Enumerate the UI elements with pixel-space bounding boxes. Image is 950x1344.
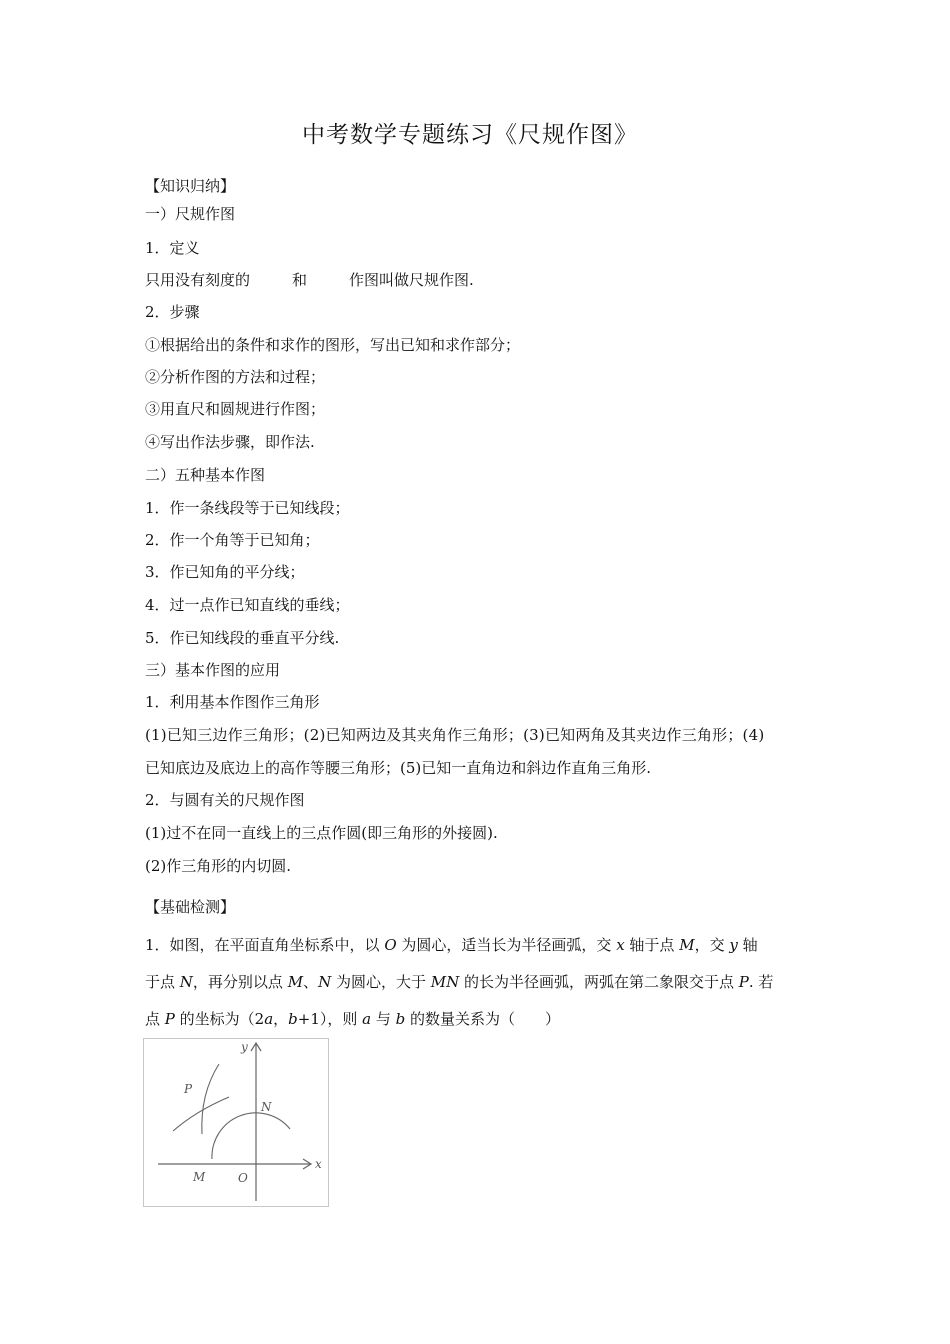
- label-y: y: [241, 1040, 248, 1054]
- q1-var-P: P: [164, 1010, 175, 1028]
- q1-text: 的长为半径画弧，两弧在第二象限交于点: [459, 973, 739, 991]
- q1-text: 的坐标为（2: [174, 1010, 265, 1028]
- q1-var-x: x: [616, 936, 625, 954]
- application-2-heading: 2．与圆有关的尺规作图: [145, 791, 305, 809]
- step-4: ④写出作法步骤，即作法.: [145, 433, 315, 451]
- basic-construction-3: 3．作已知角的平分线；: [145, 563, 305, 581]
- q1-text: ，: [273, 1010, 289, 1028]
- basic-construction-1: 1．作一条线段等于已知线段；: [145, 499, 350, 517]
- q1-var-N: N: [179, 973, 193, 991]
- q1-var-a: a: [264, 1010, 274, 1028]
- q1-var-O: O: [384, 936, 397, 954]
- q1-text: +1），则: [297, 1010, 363, 1028]
- q1-text: . 若: [748, 973, 774, 991]
- q1-text: 轴于点: [624, 936, 680, 954]
- question-1-line-2: [145, 972, 773, 992]
- label-x: x: [315, 1157, 322, 1171]
- q1-text: 点: [145, 1010, 165, 1028]
- application-1-heading: 1．利用基本作图作三角形: [145, 693, 320, 711]
- q1-var-M: M: [287, 973, 304, 991]
- basic-construction-5: 5．作已知线段的垂直平分线.: [145, 629, 340, 647]
- application-1-line-1: (1)已知三边作三角形；(2)已知两边及其夹角作三角形；(3)已知两角及其夹边作三角形；(4): [145, 726, 765, 744]
- section-1-2-heading: 2．步骤: [145, 303, 200, 321]
- question-1-figure: [143, 1038, 329, 1207]
- step-3: ③用直尺和圆规进行作图；: [145, 400, 326, 418]
- q1-var-N: N: [318, 973, 332, 991]
- definition-part-a: 只用没有刻度的: [145, 271, 251, 289]
- q1-text: 、: [303, 973, 319, 991]
- step-1: ①根据给出的条件和求作的图形，写出已知和求作部分；: [145, 336, 521, 354]
- arc-centered-M: [173, 1097, 229, 1131]
- definition-part-b: 和: [292, 271, 308, 289]
- section-1-1-heading: 1．定义: [145, 239, 200, 257]
- q1-text: 为圆心，适当长为半径画弧，交: [396, 936, 617, 954]
- q1-text: 1．如图，在平面直角坐标系中，以: [145, 936, 385, 954]
- arc-centered-N: [202, 1064, 219, 1134]
- application-2-item-2: (2)作三角形的内切圆.: [145, 857, 292, 875]
- arc-centered-O: [212, 1113, 290, 1159]
- definition-text: [145, 270, 474, 290]
- basic-construction-4: 4．过一点作已知直线的垂线；: [145, 596, 350, 614]
- question-1-line-1: [145, 935, 758, 955]
- q1-var-MN: MN: [430, 973, 460, 991]
- label-N: N: [261, 1100, 272, 1114]
- basic-check-header: 【基础检测】: [145, 898, 236, 916]
- page-title: 中考数学专题练习《尺规作图》: [302, 122, 638, 148]
- q1-text: 于点: [145, 973, 180, 991]
- q1-text: 的数量关系为（ ）: [405, 1010, 561, 1028]
- q1-var-M: M: [679, 936, 695, 954]
- coordinate-construction-diagram: [144, 1039, 330, 1208]
- q1-var-b: b: [288, 1010, 298, 1028]
- section-2-title: 二）五种基本作图: [145, 466, 266, 484]
- q1-var-P: P: [738, 973, 749, 991]
- knowledge-header: 【知识归纳】: [145, 177, 236, 195]
- application-2-item-1: (1)过不在同一直线上的三点作圆(即三角形的外接圆).: [145, 824, 498, 842]
- q1-text: ，再分别以点: [192, 973, 288, 991]
- q1-text: 为圆心，大于: [331, 973, 431, 991]
- label-M: M: [193, 1170, 206, 1184]
- question-1-line-3: [145, 1009, 560, 1029]
- section-1-title: 一）尺规作图: [145, 205, 236, 223]
- q1-var-a: a: [362, 1010, 372, 1028]
- application-1-line-2: 已知底边及底边上的高作等腰三角形；(5)已知一直角边和斜边作直角三角形.: [145, 759, 652, 777]
- label-O: O: [238, 1171, 248, 1185]
- step-2: ②分析作图的方法和过程；: [145, 368, 326, 386]
- q1-var-b: b: [395, 1010, 406, 1028]
- label-P: P: [184, 1082, 193, 1096]
- section-3-title: 三）基本作图的应用: [145, 661, 281, 679]
- basic-construction-2: 2．作一个角等于已知角；: [145, 531, 320, 549]
- q1-var-y: y: [729, 936, 738, 954]
- q1-text: 轴: [737, 936, 758, 954]
- q1-text: 与: [371, 1010, 396, 1028]
- q1-text: ，交: [694, 936, 730, 954]
- definition-part-c: 作图叫做尺规作图.: [349, 271, 474, 289]
